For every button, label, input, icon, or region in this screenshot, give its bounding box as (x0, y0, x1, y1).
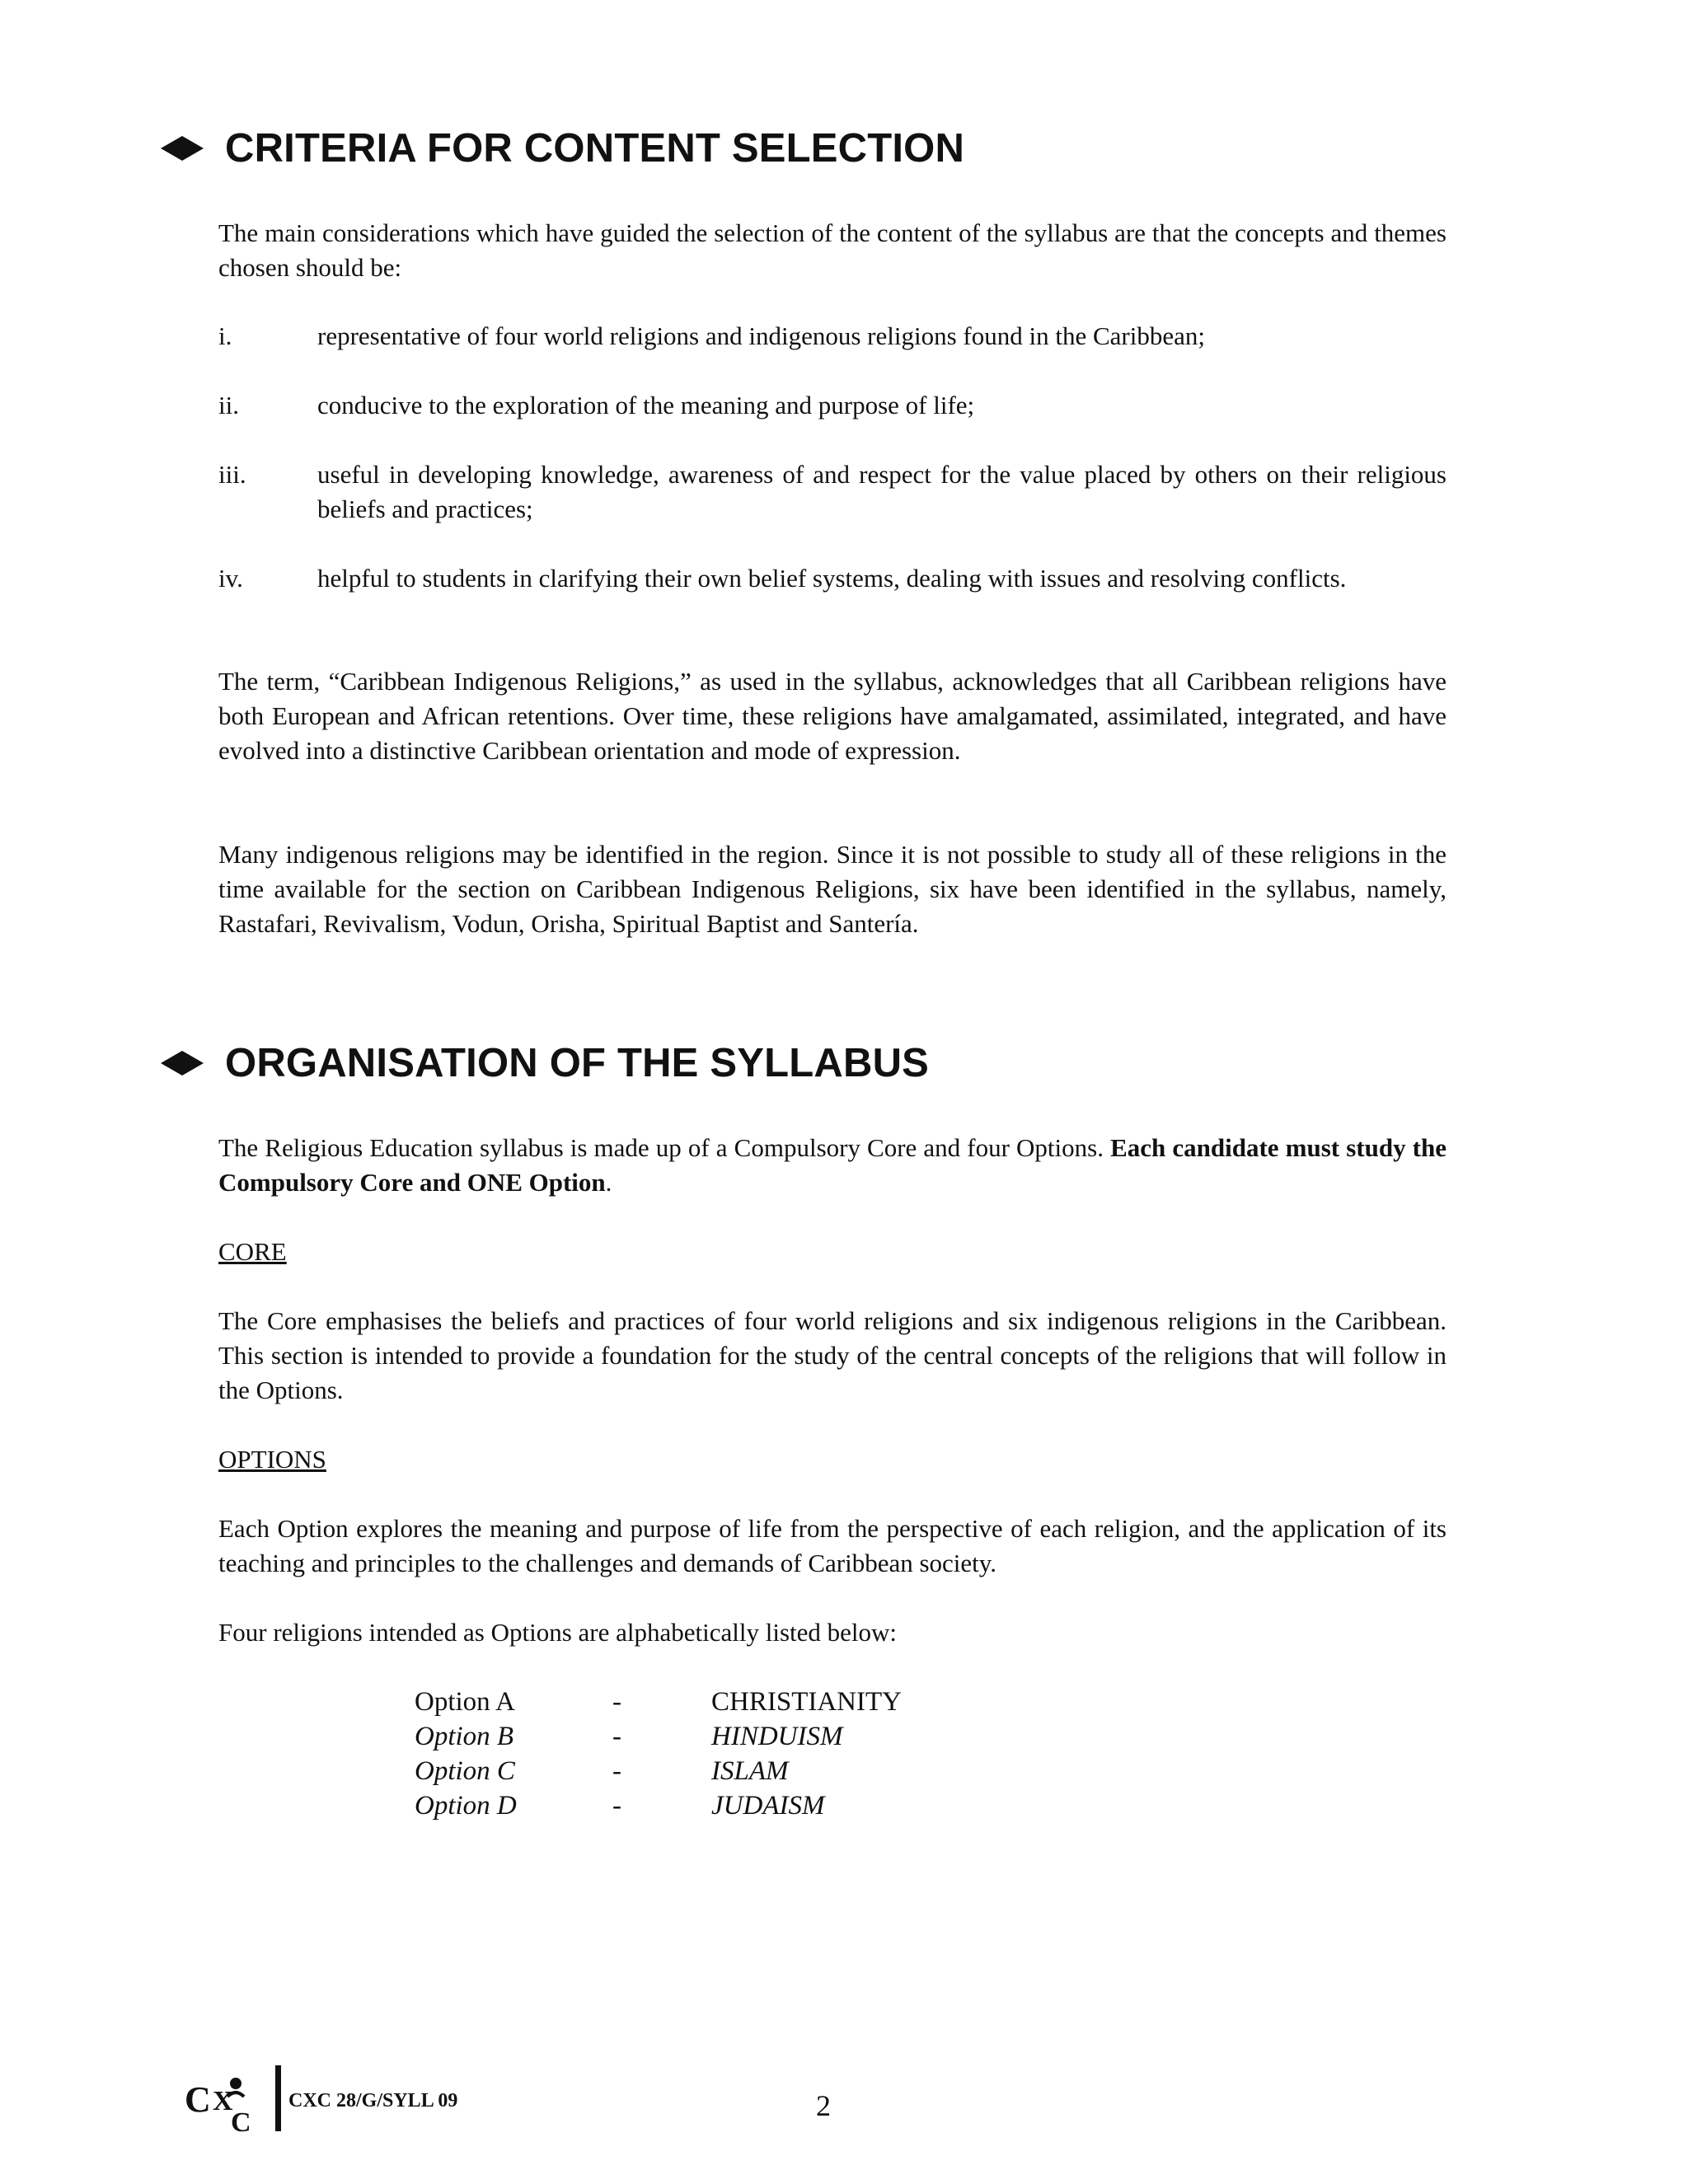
organisation-intro-end: . (605, 1168, 612, 1197)
criteria-item-number: iv. (218, 564, 243, 593)
core-paragraph: The Core emphasises the beliefs and practices of four world religions and six indigenous religions in the Caribbean. This section is intended to provide a foundation for the study of the central concepts of the religions that will follow in the Options. (218, 1306, 1447, 1404)
organisation-heading (161, 1040, 929, 1086)
criteria-item (218, 388, 1447, 423)
option-label: Option A (415, 1687, 515, 1717)
diamond-bullet-icon (161, 136, 204, 161)
criteria-item (218, 457, 1447, 527)
organisation-intro (218, 1131, 1447, 1200)
option-label: Option C (415, 1756, 515, 1786)
criteria-item (218, 561, 1447, 596)
option-dash: - (612, 1722, 621, 1751)
svg-text:X: X (213, 2086, 233, 2116)
syllabus-code: CXC 28/G/SYLL 09 (288, 2090, 458, 2111)
criteria-intro: The main considerations which have guided the selection of the content of the syllabus are that the concepts and themes chosen should be: (218, 218, 1447, 282)
criteria-item (218, 319, 1447, 354)
diamond-bullet-icon (161, 1051, 204, 1076)
option-dash: - (612, 1791, 621, 1821)
criteria-item-text: useful in developing knowledge, awareness of and respect for the value placed by others on their religious beliefs and practices; (317, 460, 1447, 523)
criteria-item-text: representative of four world religions and indigenous religions found in the Caribbean; (317, 321, 1205, 350)
options-list (415, 1685, 902, 1823)
option-row (415, 1685, 902, 1719)
option-religion: ISLAM (711, 1756, 789, 1786)
organisation-heading-text: ORGANISATION OF THE SYLLABUS (225, 1041, 930, 1085)
indigenous-religions-paragraph: Many indigenous religions may be identified in the region. Since it is not possible to study all of these religions in the time available for the section on Caribbean Indigenous Religions, six have been identified in the syllabus, namely, Rastafari, Revivalism, Vodun, Orisha, Spiritual Baptist and Santería. (218, 840, 1447, 938)
criteria-item-text: conducive to the exploration of the meaning and purpose of life; (317, 391, 975, 419)
criteria-item-number: i. (218, 321, 232, 350)
options-paragraph: Each Option explores the meaning and purpose of life from the perspective of each religion, and the application of its teaching and principles to the challenges and demands of Caribbean society. (218, 1514, 1447, 1577)
option-religion: CHRISTIANITY (711, 1687, 902, 1717)
option-religion: JUDAISM (711, 1791, 825, 1821)
criteria-item-text: helpful to students in clarifying their own belief systems, dealing with issues and resolving conflicts. (317, 564, 1347, 593)
core-subheading: CORE (218, 1237, 287, 1266)
svg-text:C: C (231, 2107, 251, 2135)
option-label: Option D (415, 1791, 517, 1821)
page-number: 2 (816, 2089, 831, 2122)
organisation-intro-emphasis: Each candidate must study the Compulsory Core and ONE Option (218, 1133, 1447, 1197)
criteria-item-number: ii. (218, 391, 239, 419)
options-list-intro: Four religions intended as Options are alphabetically listed below: (218, 1618, 898, 1647)
option-dash: - (612, 1756, 621, 1786)
cxc-logo-icon (181, 2060, 297, 2135)
option-row (415, 1788, 902, 1823)
option-dash: - (612, 1687, 621, 1717)
svg-text:C: C (185, 2079, 211, 2120)
option-row (415, 1754, 902, 1788)
caribbean-term-paragraph: The term, “Caribbean Indigenous Religions,” as used in the syllabus, acknowledges that all Caribbean religions have both European and African retentions. Over time, these religions have amalgamated, assimilated, integrated, and have evolved into a distinctive Caribbean orientation and mode of expression. (218, 667, 1447, 765)
option-row (415, 1719, 902, 1754)
option-label: Option B (415, 1722, 514, 1751)
option-religion: HINDUISM (711, 1722, 843, 1751)
options-subheading: OPTIONS (218, 1445, 326, 1474)
criteria-item-number: iii. (218, 460, 246, 489)
criteria-heading (161, 125, 964, 171)
organisation-intro-text: The Religious Education syllabus is made up of a Compulsory Core and four Options. (218, 1133, 1111, 1162)
criteria-heading-text: CRITERIA FOR CONTENT SELECTION (225, 126, 965, 171)
